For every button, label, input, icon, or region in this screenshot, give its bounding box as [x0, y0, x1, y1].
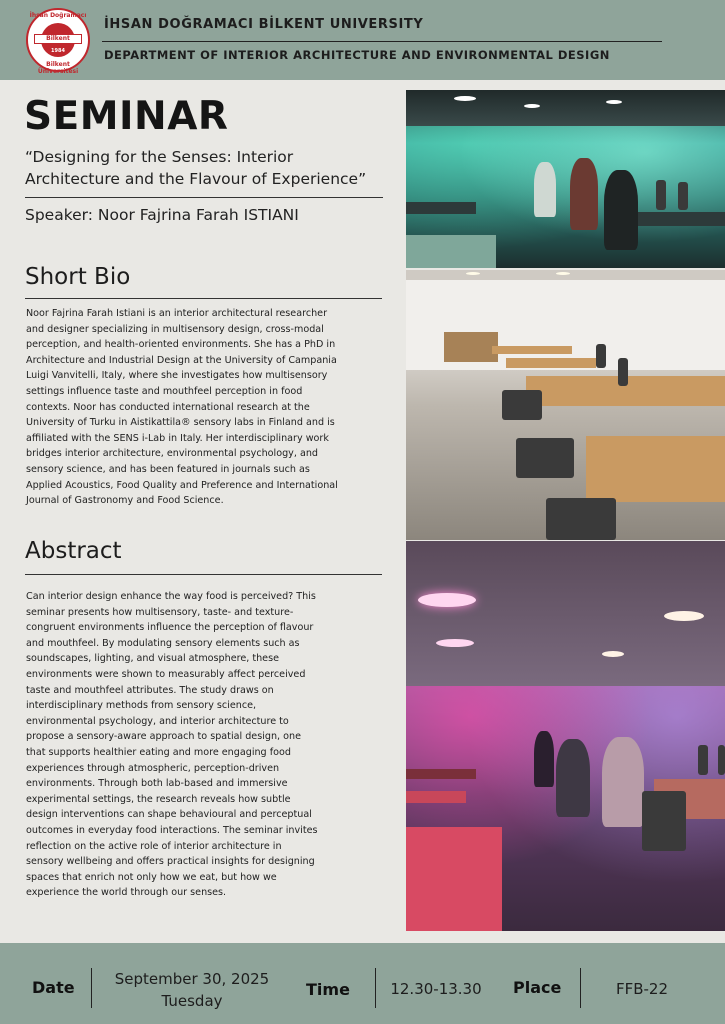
bio-text-line: perception, and health-oriented environments. She has a PhD in: [26, 339, 336, 351]
logo-year: 1984: [51, 48, 65, 54]
date-value-line-1: September 30, 2025: [114, 970, 270, 988]
abstract-text-line: propose a sensory-aware approach to spatial design, one: [26, 731, 301, 743]
bio-text-line: Luigi Vanvitelli, Italy, where she investigates how multisensory: [26, 370, 328, 382]
abstract-text-line: spaces that enrich not only how we eat, but how we: [26, 871, 277, 883]
seminar-title-line-1: “Designing for the Senses: Interior: [25, 148, 294, 166]
table: [492, 346, 572, 354]
logo-ring-bottom-text: Bilkent Üniversitesi: [37, 61, 79, 75]
bio-text-line: Noor Fajrina Farah Istiani is an interior architectural researcher: [26, 308, 328, 319]
university-logo: [26, 8, 90, 75]
footer-divider: [91, 968, 92, 1008]
speaker-name: Speaker: Noor Fajrina Farah ISTIANI: [25, 206, 299, 224]
bio-text-line: contexts. Noor has conducted international research at the: [26, 401, 310, 413]
abstract-text-line: Can interior design enhance the way food is perceived? This: [26, 591, 316, 602]
person: [604, 170, 638, 250]
ceiling-light: [466, 272, 480, 275]
speaker-device: [618, 358, 628, 386]
person: [602, 737, 644, 827]
cabinet: [444, 332, 498, 362]
event-type-heading: SEMINAR: [24, 94, 229, 139]
place-label: Place: [513, 978, 562, 997]
speaker-device: [656, 180, 666, 210]
header-band: [0, 0, 725, 80]
university-name: İHSAN DOĞRAMACI BİLKENT UNIVERSITY: [104, 17, 424, 32]
bio-text-line: settings influence taste and mouthfeel perception in food: [26, 385, 303, 397]
place-value: FFB-22: [615, 980, 669, 998]
table: [406, 827, 502, 931]
abstract-text-line: seminar presents how multisensory, taste- and texture-: [26, 606, 294, 618]
table: [406, 791, 466, 803]
department-name: DEPARTMENT OF INTERIOR ARCHITECTURE AND ENVIRONMENTAL DESIGN: [104, 48, 610, 62]
bio-text-line: affiliated with the SENS i-Lab in Italy. Her interdisciplinary work: [26, 432, 329, 444]
person: [534, 731, 554, 787]
abstract-text-line: interdisciplinary methods from sensory science,: [26, 700, 257, 712]
bio-heading: Short Bio: [25, 264, 131, 290]
bio-text-line: Applied Acoustics, Food Quality and Preference and International: [26, 479, 338, 491]
footer-divider: [580, 968, 581, 1008]
table: [586, 436, 725, 502]
abstract-text-line: reflection on the active role of interior architecture in: [26, 840, 282, 852]
abstract-text-line: experience the world through our senses.: [26, 887, 227, 899]
ceiling: [406, 90, 725, 126]
bio-text-line: Architecture and Industrial Design at the University of Campania: [26, 354, 337, 366]
person: [570, 158, 598, 230]
abstract-text-line: experiences through atmospheric, perception-driven: [26, 762, 280, 774]
chair: [502, 390, 542, 420]
speaker-device: [698, 745, 708, 775]
logo-ring-top-text: İhsan Doğramacı: [29, 12, 87, 19]
ceiling-light: [524, 104, 540, 108]
abstract-text-line: experimental settings, the research reveals how subtle: [26, 793, 291, 805]
photo-green-lab: [406, 90, 725, 268]
date-value: [100, 968, 284, 1012]
ceiling-light: [664, 611, 704, 621]
table: [506, 358, 596, 368]
table: [406, 769, 476, 779]
ceiling-light: [436, 639, 474, 647]
photo-white-lab: [406, 270, 725, 540]
speaker-device: [596, 344, 606, 368]
person: [534, 162, 556, 217]
person: [556, 739, 590, 817]
abstract-text-line: environments were shown to measurably affect perceived: [26, 668, 306, 680]
abstract-heading: Abstract: [25, 538, 122, 564]
speaker-device: [678, 182, 688, 210]
bio-text-line: bridges interior architecture, environmental psychology, and: [26, 448, 318, 460]
footer-band: [0, 943, 725, 1024]
abstract-text-line: and mouthfeel. By modulating sensory elements such as: [26, 637, 300, 649]
time-label: Time: [306, 980, 350, 999]
ceiling-light: [454, 96, 476, 101]
bio-text-line: sensory science, and has been featured in journals such as: [26, 463, 310, 475]
table: [406, 202, 476, 214]
ceiling-light: [556, 272, 570, 275]
speaker-device: [718, 745, 725, 775]
abstract-text-line: congruent environments influence the perception of flavour: [26, 622, 314, 634]
bio-text-line: and designer specializing in multisensory design, cross-modal: [26, 323, 324, 335]
seminar-title: [25, 146, 397, 190]
abstract-divider: [25, 574, 382, 575]
ceiling-light: [602, 651, 624, 657]
abstract-text-line: design interventions can shape behavioural and perceptual: [26, 809, 312, 821]
bio-text-line: University of Turku in Aistikattila® sensory labs in Finland and is: [26, 417, 335, 429]
time-value: 12.30-13.30: [390, 980, 482, 998]
abstract-text-line: environmental psychology, and interior architecture to: [26, 715, 289, 727]
abstract-text-line: that supports healthier eating and more engaging food: [26, 746, 291, 758]
footer-divider: [375, 968, 376, 1008]
date-label: Date: [32, 978, 75, 997]
chair: [642, 791, 686, 851]
date-value-line-2: Tuesday: [161, 992, 223, 1010]
abstract-text-line: soundscapes, lighting, and visual atmosphere, these: [26, 653, 279, 665]
abstract-text: [26, 589, 388, 901]
logo-center-text: Bilkent: [46, 35, 70, 42]
ceiling-light: [606, 100, 622, 104]
bio-divider: [25, 298, 382, 299]
ceiling-light: [418, 593, 476, 607]
abstract-text-line: taste and mouthfeel attributes. The study draws on: [26, 684, 274, 696]
seminar-title-line-2: Architecture and the Flavour of Experience”: [25, 170, 367, 188]
table: [406, 235, 496, 268]
chair: [546, 498, 616, 540]
header-divider: [102, 41, 662, 42]
bio-text-line: Journal of Gastronomy and Food Science.: [26, 495, 224, 507]
abstract-text-line: outcomes in everyday food interactions. The seminar invites: [26, 824, 318, 836]
abstract-text-line: environments. Through both lab-based and immersive: [26, 778, 288, 790]
photo-pink-lab: [406, 541, 725, 931]
abstract-text-line: sensory wellbeing and offers practical insights for designing: [26, 856, 315, 868]
chair: [516, 438, 574, 478]
bio-text: [26, 306, 386, 509]
title-divider: [25, 197, 383, 198]
